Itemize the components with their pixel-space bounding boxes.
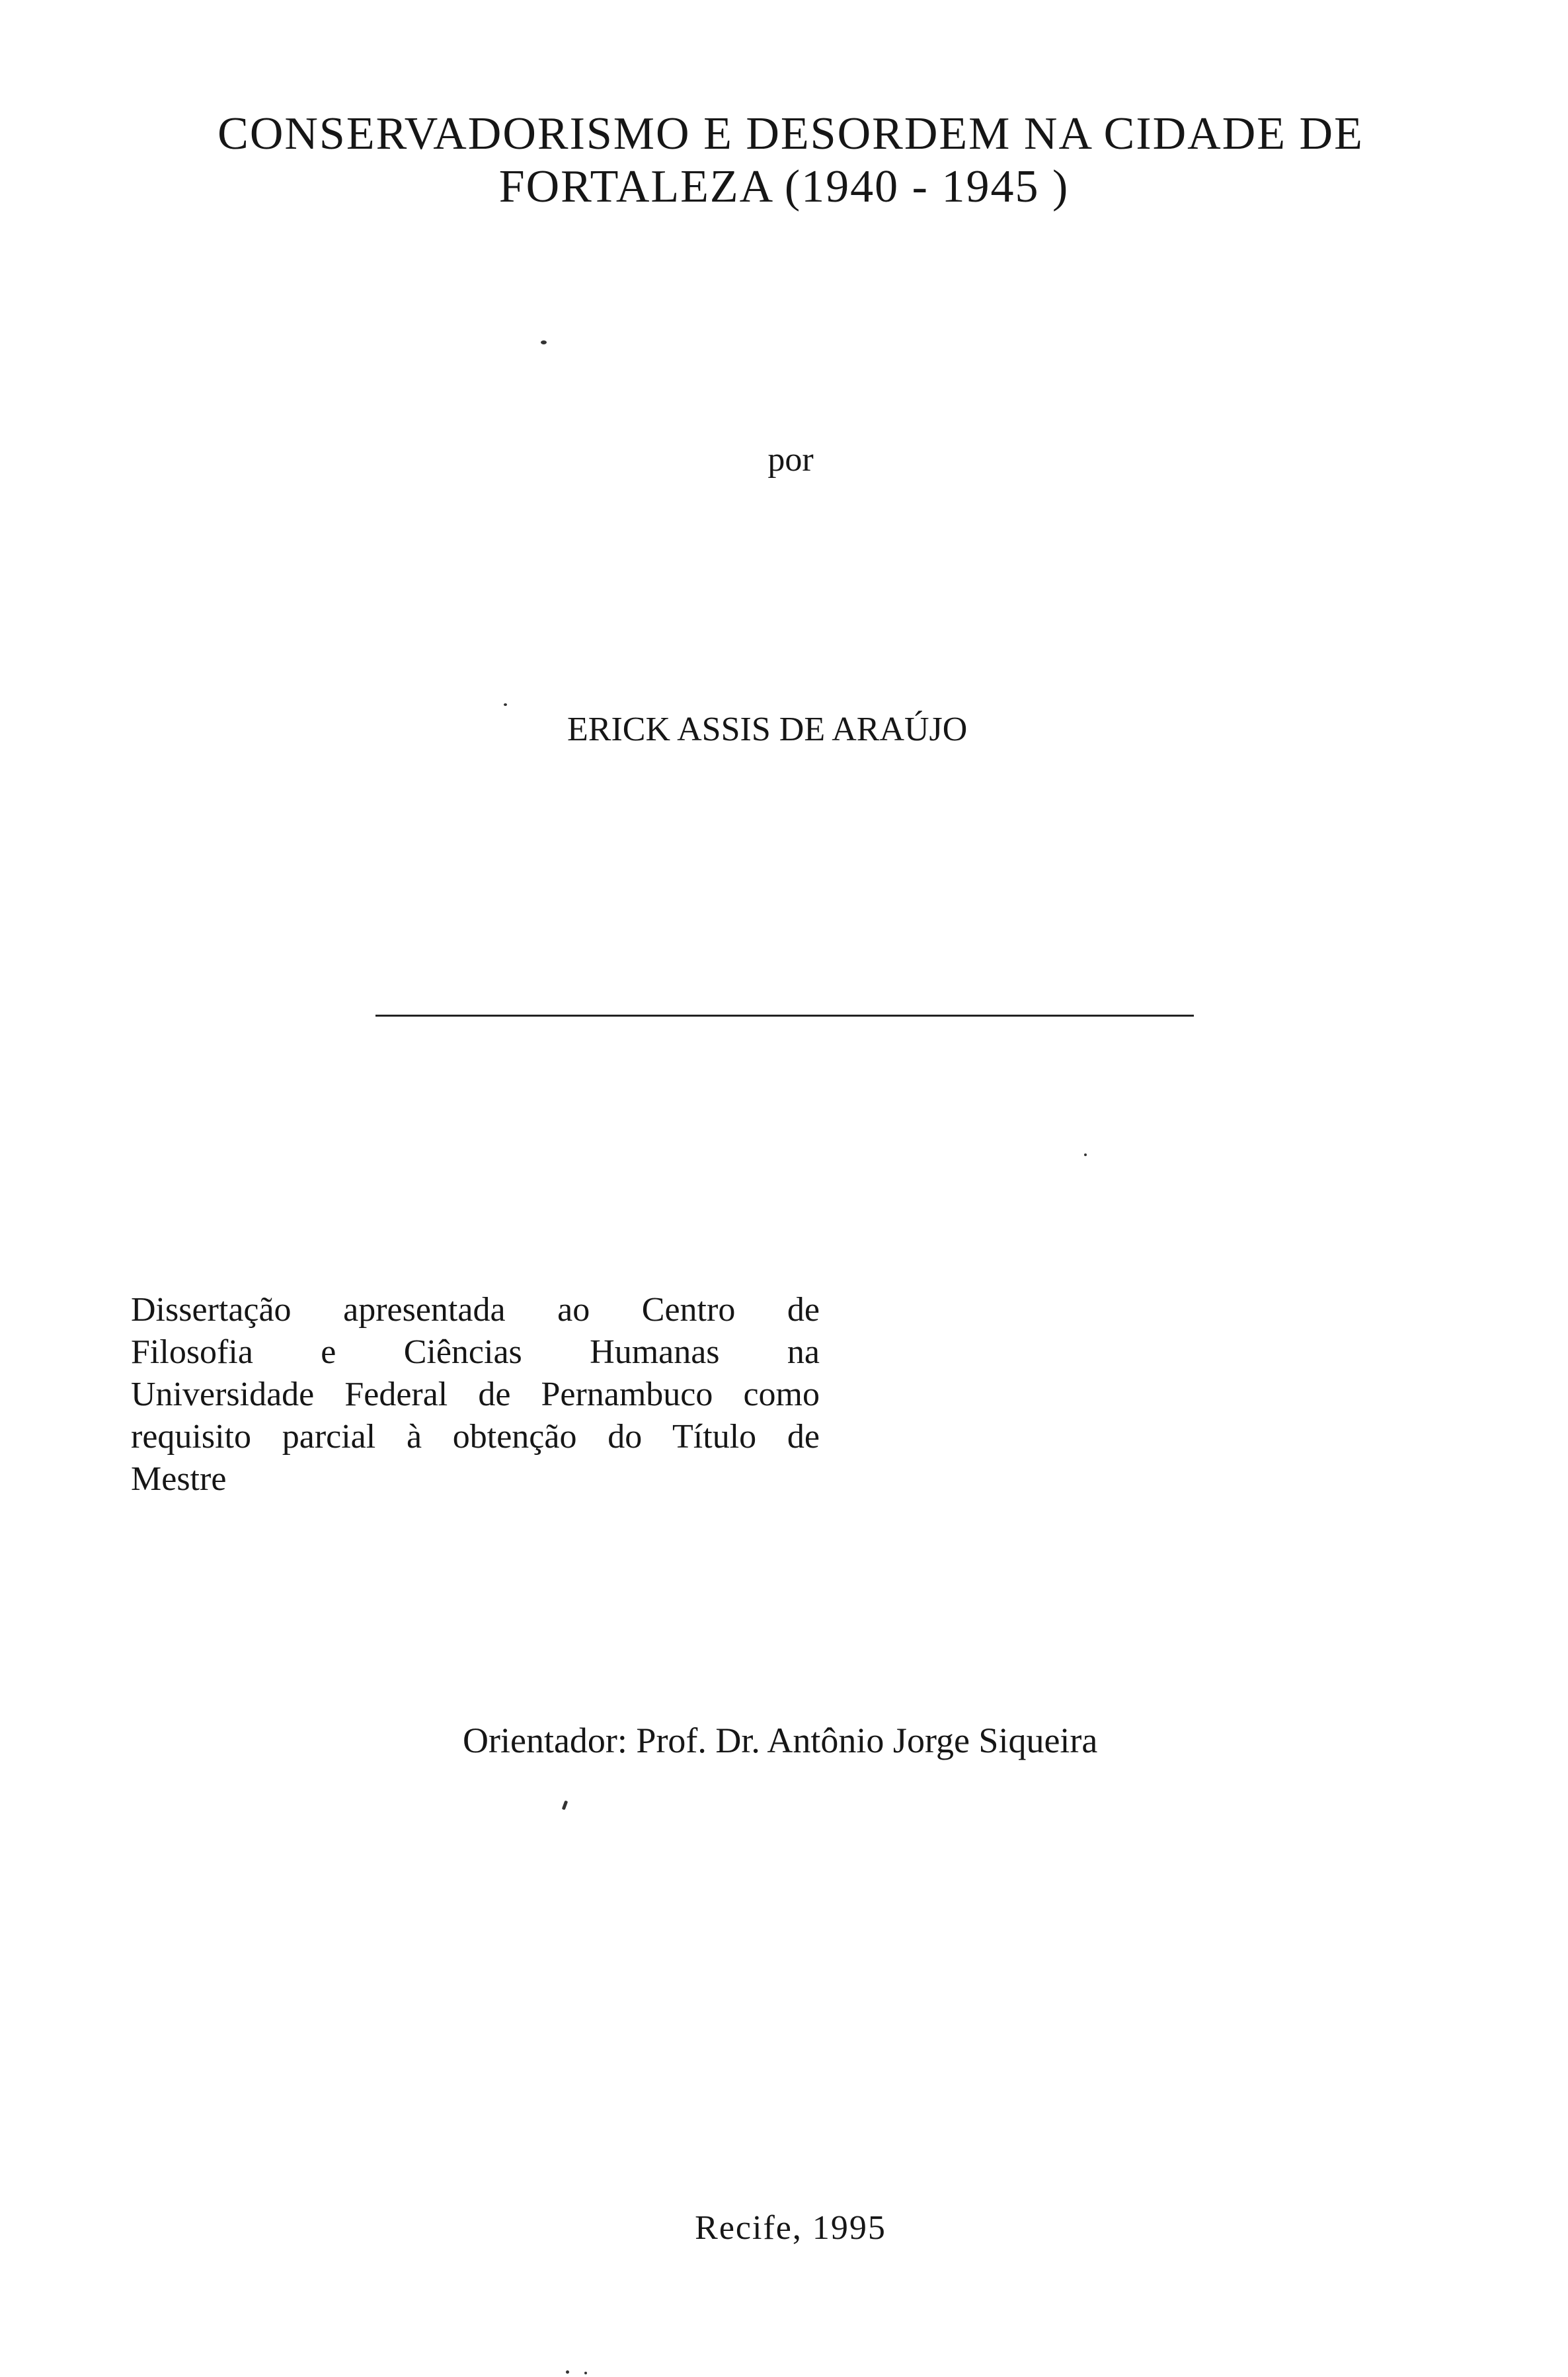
title-line-1: CONSERVADORISMO E DESORDEM NA CIDADE DE [217,108,1364,159]
title-line-2: FORTALEZA (1940 - 1945 ) [498,161,1070,212]
advisor: Orientador: Prof. Dr. Antônio Jorge Siqueira [463,1721,1098,1760]
scan-speck [1084,1153,1087,1156]
dissertation-note [131,1289,820,1500]
scan-speck [541,340,547,344]
dissertation-line-5: Mestre [131,1460,227,1498]
scan-speck [504,703,507,706]
by-label: por [767,441,814,479]
scan-speck [562,1801,568,1811]
scan-speck [584,2372,587,2374]
author-name: ERICK ASSIS DE ARAÚJO [567,711,968,748]
scan-speck [566,2370,569,2374]
dissertation-line-4: requisito parcial à obtenção do Título de [131,1418,820,1456]
signature-line [375,1015,1194,1017]
place-date: Recife, 1995 [695,2209,886,2247]
dissertation-line-3: Universidade Federal de Pernambuco como [131,1376,820,1413]
dissertation-line-2: Filosofia e Ciências Humanas na [131,1333,820,1371]
dissertation-line-1: Dissertação apresentada ao Centro de [131,1291,820,1329]
